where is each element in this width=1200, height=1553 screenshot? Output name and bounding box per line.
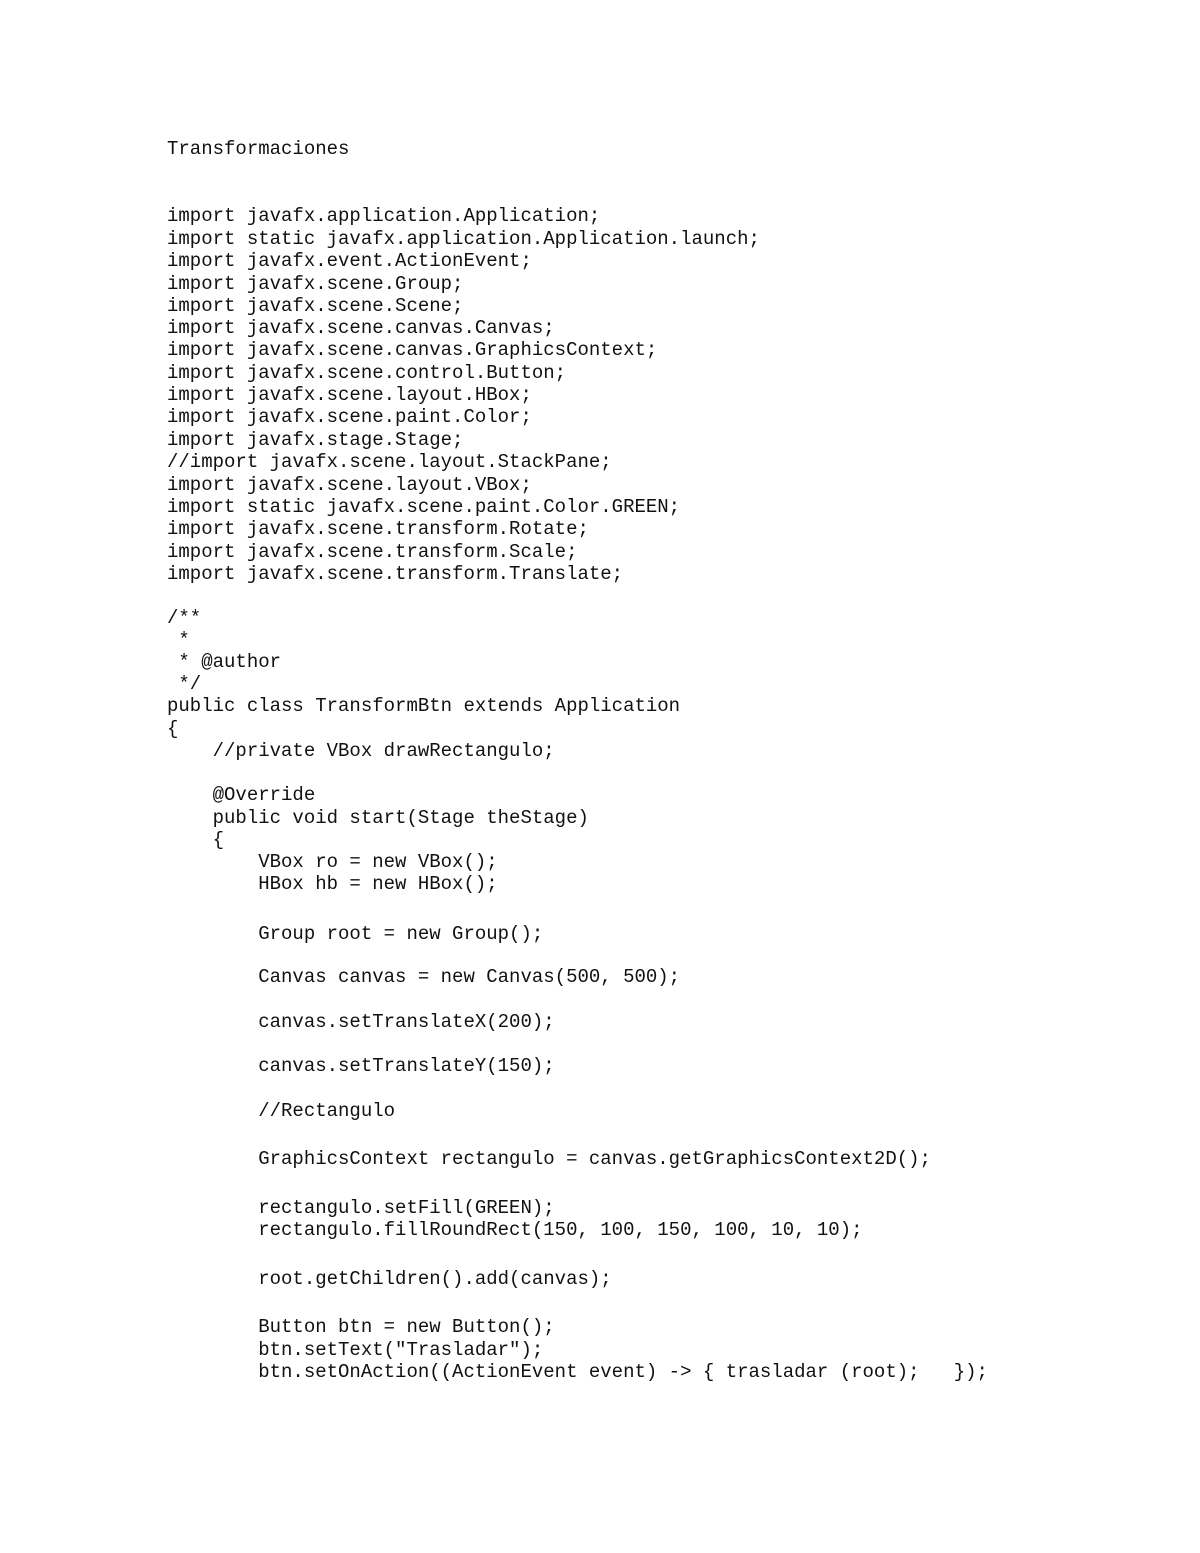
code-line: { xyxy=(167,829,225,851)
code-line: public void start(Stage theStage) xyxy=(167,807,589,829)
code-line: import javafx.scene.transform.Translate; xyxy=(167,563,624,585)
code-line: import static javafx.scene.paint.Color.GREEN; xyxy=(167,496,681,518)
code-line: //import javafx.scene.layout.StackPane; xyxy=(167,451,612,473)
code-line: import javafx.scene.canvas.Canvas; xyxy=(167,317,555,339)
code-line: //private VBox drawRectangulo; xyxy=(167,740,555,762)
code-line: * @author xyxy=(167,651,282,673)
code-line: import javafx.scene.transform.Rotate; xyxy=(167,518,589,540)
code-line: /** xyxy=(167,607,202,629)
code-line: import javafx.scene.Scene; xyxy=(167,295,464,317)
document-title: Transformaciones xyxy=(167,138,350,160)
code-line: import javafx.scene.paint.Color; xyxy=(167,406,532,428)
code-line: btn.setText("Trasladar"); xyxy=(167,1339,544,1361)
code-line: import javafx.scene.Group; xyxy=(167,273,464,295)
code-line: public class TransformBtn extends Application xyxy=(167,695,681,717)
code-line: GraphicsContext rectangulo = canvas.getGraphicsContext2D(); xyxy=(167,1148,931,1170)
code-line: import javafx.scene.layout.VBox; xyxy=(167,474,532,496)
code-line: import javafx.scene.layout.HBox; xyxy=(167,384,532,406)
code-line: HBox hb = new HBox(); xyxy=(167,873,498,895)
code-line: import javafx.stage.Stage; xyxy=(167,429,464,451)
code-line: import javafx.application.Application; xyxy=(167,205,601,227)
code-line: * xyxy=(167,629,190,651)
code-line: rectangulo.fillRoundRect(150, 100, 150, 100, 10, 10); xyxy=(167,1219,863,1241)
code-line: { xyxy=(167,718,179,740)
code-line: import javafx.scene.control.Button; xyxy=(167,362,567,384)
code-line: rectangulo.setFill(GREEN); xyxy=(167,1197,555,1219)
code-line: root.getChildren().add(canvas); xyxy=(167,1268,612,1290)
code-line: @Override xyxy=(167,784,316,806)
code-line: canvas.setTranslateY(150); xyxy=(167,1055,555,1077)
code-line: VBox ro = new VBox(); xyxy=(167,851,498,873)
code-line: */ xyxy=(167,673,202,695)
code-line: import javafx.event.ActionEvent; xyxy=(167,250,532,272)
code-line: canvas.setTranslateX(200); xyxy=(167,1011,555,1033)
code-line: //Rectangulo xyxy=(167,1100,396,1122)
code-line: Canvas canvas = new Canvas(500, 500); xyxy=(167,966,681,988)
code-line: Group root = new Group(); xyxy=(167,923,544,945)
code-line: import javafx.scene.transform.Scale; xyxy=(167,541,578,563)
code-line: Button btn = new Button(); xyxy=(167,1316,555,1338)
code-line: import static javafx.application.Application.launch; xyxy=(167,228,760,250)
code-line: import javafx.scene.canvas.GraphicsContext; xyxy=(167,339,658,361)
code-line: btn.setOnAction((ActionEvent event) -> { trasladar (root); }); xyxy=(167,1361,988,1383)
